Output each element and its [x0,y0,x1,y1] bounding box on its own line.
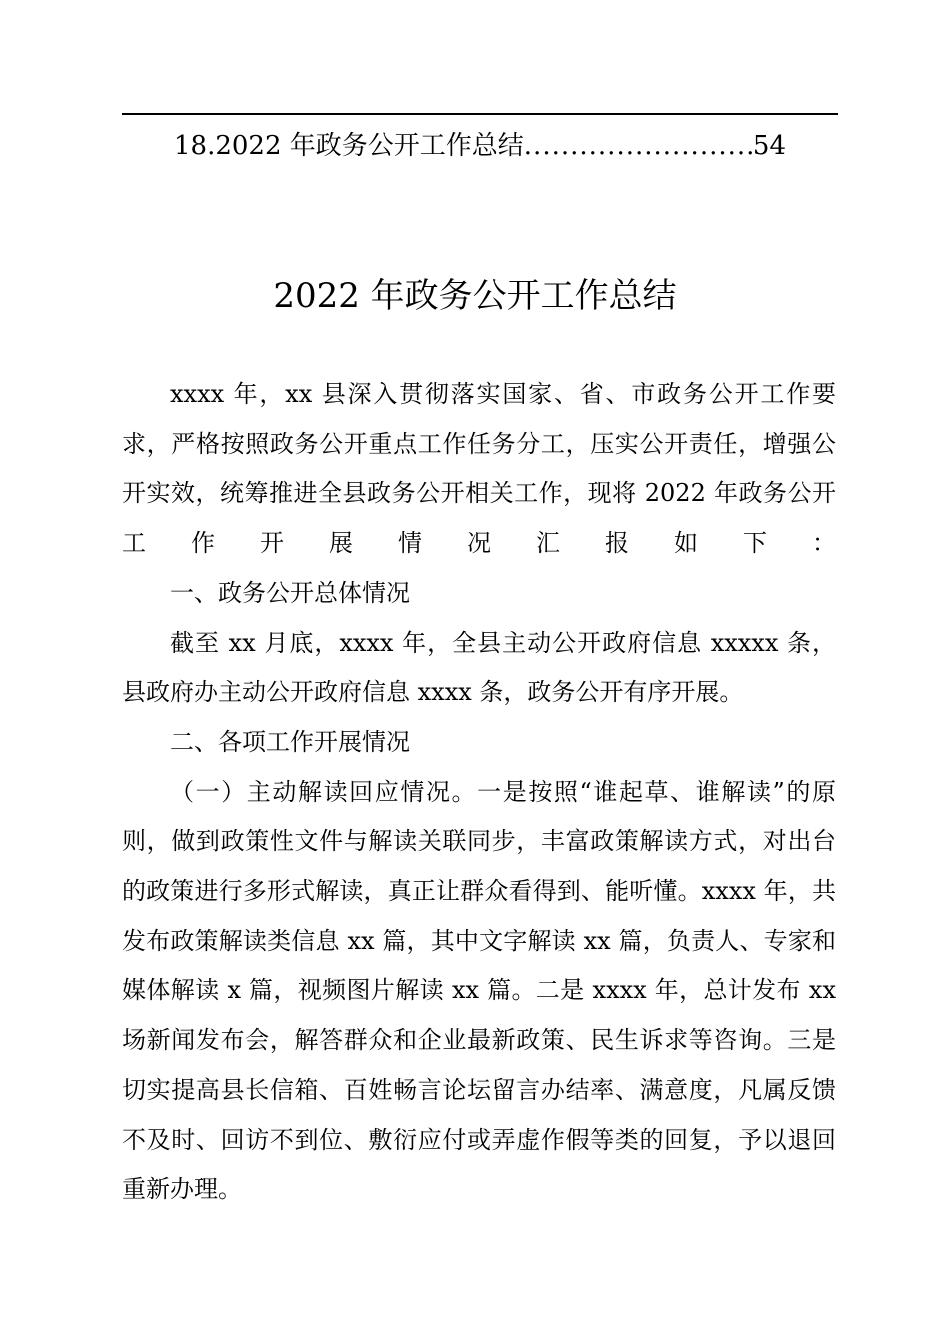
document-body [122,370,836,1215]
document-title: 2022 年政务公开工作总结 [273,276,677,316]
toc-page-number: 54 [752,131,786,161]
paragraph-overview: 截至 xx 月底，xxxx 年，全县主动公开政府信息 xxxxx 条，县政府办主动公开政府信息 xxxx 条，政务公开有序开展。 [122,628,836,707]
toc-entry[interactable] [174,126,786,166]
section-heading-1: 一、政务公开总体情况 [170,578,410,607]
section-heading-2: 二、各项工作开展情况 [170,727,410,756]
paragraph-interpretation: （一）主动解读回应情况。一是按照“谁起草、谁解读”的原则，做到政策性文件与解读关联同步，丰富政策解读方式，对出台的政策进行多形式解读，真正让群众看得到、能听懂。xxxx 年，共发布政策解读类信息 xx 篇，其中文字解读 xx 篇，负责人、专家和媒体解读 x 篇，视频图片解读 xx 篇。二是 xxxx 年，总计发布 xx 场新闻发布会，解答群众和企业最新政策、民生诉求等咨询。三是切实提高县长信箱、百姓畅言论坛留言办结率、满意度，凡属反馈不及时、回访不到位、敷衍应付或弄虚作假等类的回复，予以退回重新办理。 [122,777,836,1204]
toc-divider [122,113,838,115]
paragraph-intro: xxxx 年，xx 县深入贯彻落实国家、省、市政务公开工作要求，严格按照政务公开重点工作任务分工，压实公开责任，增强公开实效，统筹推进全县政务公开相关工作，现将 2022 年政务公开工作开展情况汇报如下： [122,380,836,558]
toc-leader-dots [524,126,753,166]
toc-entry-text: 18.2022 年政务公开工作总结 [174,131,524,161]
